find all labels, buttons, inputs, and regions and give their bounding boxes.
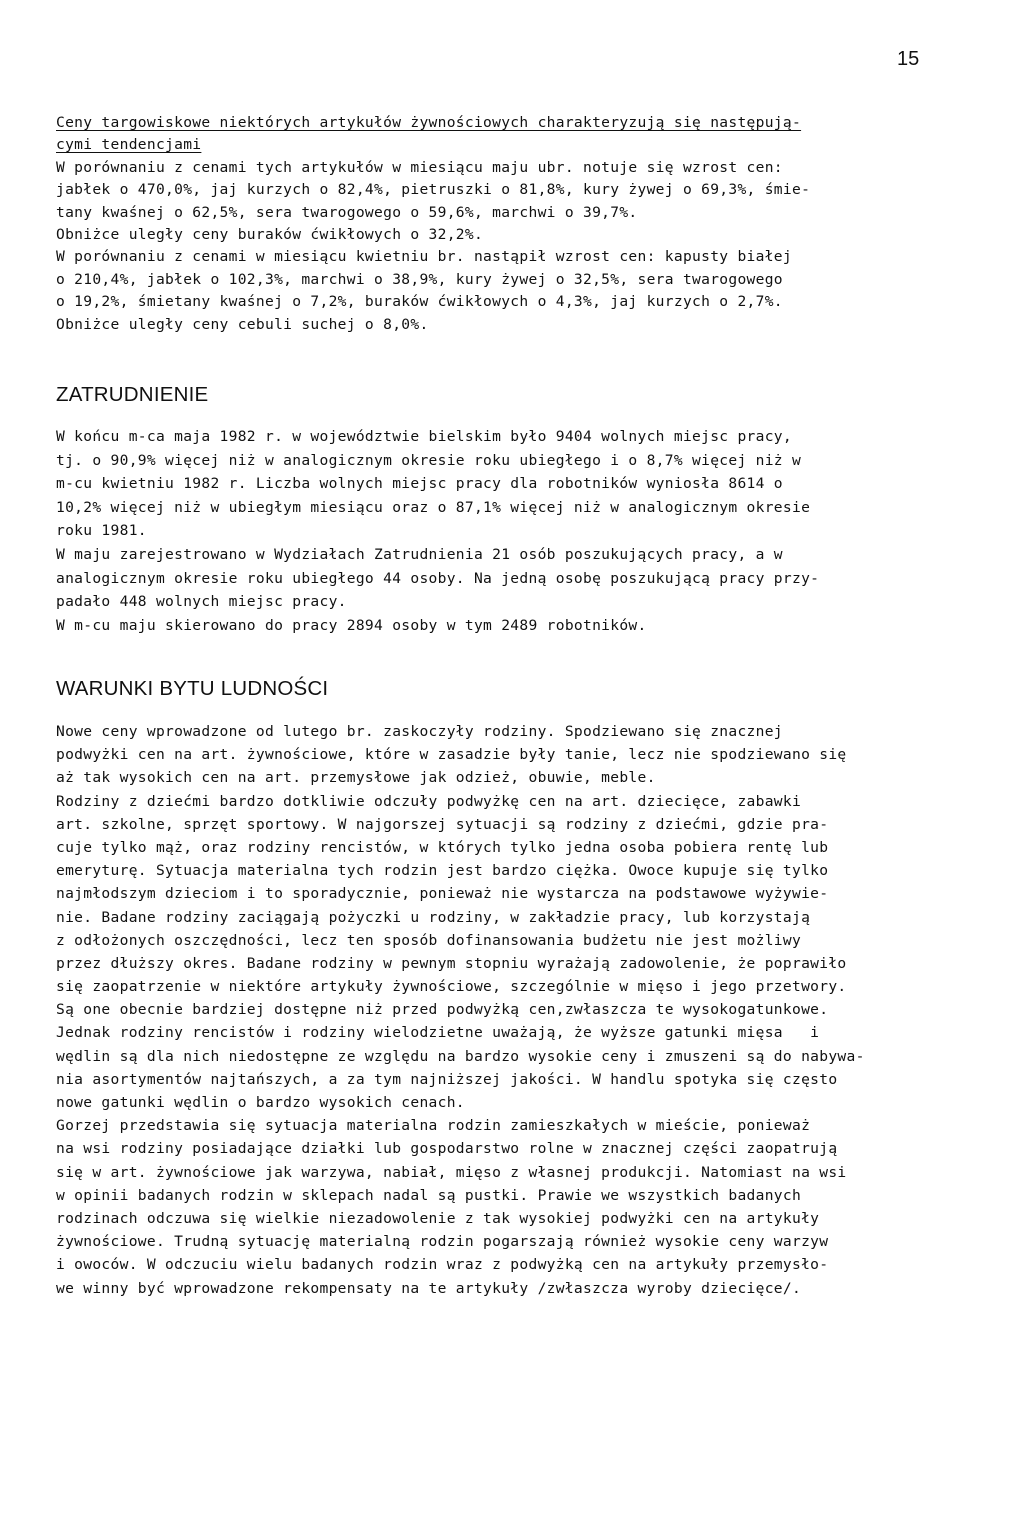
paragraph-line: W m-cu maju skierowano do pracy 2894 osoby w tym 2489 robotników. <box>56 616 647 634</box>
paragraph-line: aż tak wysokich cen na art. przemysłowe jak odzież, obuwie, meble. <box>56 769 656 787</box>
paragraph-line: rodzinach odczuwa się wielkie niezadowolenie z tak wysokiej podwyżki cen na artykuły <box>56 1209 820 1227</box>
section-heading-zatrudnienie: ZATRUDNIENIE <box>56 383 209 406</box>
paragraph-line: tj. o 90,9% więcej niż w analogicznym okresie roku ubiegłego i o 8,7% więcej niż w <box>56 451 802 469</box>
paragraph-line: na wsi rodziny posiadające działki lub gospodarstwo rolne w znacznej części zaopatrują <box>56 1140 838 1158</box>
paragraph-line: podwyżki cen na art. żywnościowe, które w zasadzie były tanie, lecz nie spodziewano się <box>56 746 847 764</box>
paragraph-line: W porównaniu z cenami w miesiącu kwietniu br. nastąpił wzrost cen: kapusty białej <box>56 248 792 266</box>
paragraph-line: padało 448 wolnych miejsc pracy. <box>56 593 347 611</box>
paragraph-line: się w art. żywnościowe jak warzywa, nabiał, mięso z własnej produkcji. Natomiast na wsi <box>56 1163 847 1181</box>
paragraph-line: przez dłuższy okres. Badane rodziny w pewnym stopniu wyrażają zadowolenie, że poprawiło <box>56 954 847 972</box>
paragraph-line: Gorzej przedstawia się sytuacja materialna rodzin zamieszkałych w mieście, ponieważ <box>56 1117 811 1135</box>
paragraph-line: żywnościowe. Trudną sytuację materialną rodzin pogarszają również wysokie ceny warzyw <box>56 1233 829 1251</box>
prices-section <box>56 112 1001 336</box>
paragraph-line: Obniżce uległy ceny cebuli suchej o 8,0%. <box>56 315 429 333</box>
paragraph-line: 10,2% więcej niż w ubiegłym miesiącu oraz o 87,1% więcej niż w analogicznym okresie <box>56 498 811 516</box>
paragraph-line: roku 1981. <box>56 522 147 540</box>
paragraph-line: cuje tylko mąż, oraz rodziny rencistów, w których tylko jedna osoba pobiera rentę lub <box>56 838 829 856</box>
paragraph-line: m-cu kwietniu 1982 r. Liczba wolnych miejsc pracy dla robotników wyniosła 8614 o <box>56 475 783 493</box>
paragraph-line: jabłek o 470,0%, jaj kurzych o 82,4%, pietruszki o 81,8%, kury żywej o 69,3%, śmie- <box>56 181 811 199</box>
paragraph-line: art. szkolne, sprzęt sportowy. W najgorszej sytuacji są rodziny z dziećmi, gdzie pra- <box>56 815 829 833</box>
paragraph-line: W porównaniu z cenami tych artykułów w miesiącu maju ubr. notuje się wzrost cen: <box>56 158 783 176</box>
paragraph-line: w opinii badanych rodzin w sklepach nadal są pustki. Prawie we wszystkich badanych <box>56 1186 802 1204</box>
paragraph-line: W maju zarejestrowano w Wydziałach Zatrudnienia 21 osób poszukujących pracy, a w <box>56 545 783 563</box>
paragraph-line: Są one obecnie bardziej dostępne niż przed podwyżką cen,zwłaszcza te wysokogatunkowe. <box>56 1001 829 1019</box>
paragraph-line: emeryturę. Sytuacja materialna tych rodzin jest bardzo ciężka. Owoce kupuje się tylko <box>56 862 829 880</box>
paragraph-line: W końcu m-ca maja 1982 r. w województwie bielskim było 9404 wolnych miejsc pracy, <box>56 428 792 445</box>
paragraph-line: tany kwaśnej o 62,5%, sera twarogowego o 59,6%, marchwi o 39,7%. <box>56 203 638 221</box>
paragraph-line: Jednak rodziny rencistów i rodziny wielodzietne uważają, że wyższe gatunki mięsa i <box>56 1024 820 1042</box>
paragraph-line: Rodziny z dziećmi bardzo dotkliwie odczuły podwyżkę cen na art. dziecięce, zabawki <box>56 792 802 810</box>
paragraph-line: wędlin są dla nich niedostępne ze względu na bardzo wysokie ceny i zmuszeni są do nabywa- <box>56 1047 865 1065</box>
paragraph-line: z odłożonych oszczędności, lecz ten sposób dofinansowania budżetu nie jest możliwy <box>56 931 802 949</box>
paragraph-line: cymi tendencjami <box>56 136 202 154</box>
living-conditions-section <box>56 720 1001 1300</box>
paragraph-line: Ceny targowiskowe niektórych artykułów żywnościowych charakteryzują się następują- <box>56 114 802 131</box>
paragraph-line: najmłodszym dzieciom i to sporadycznie, ponieważ nie wystarcza na podstawowe wyżywie- <box>56 885 829 903</box>
paragraph-line: nie. Badane rodziny zaciągają pożyczki u rodziny, w zakładzie pracy, lub korzystają <box>56 908 811 926</box>
paragraph-line: się zaopatrzenie w niektóre artykuły żywnościowe, szczególnie w mięso i jego przetwory. <box>56 978 847 996</box>
paragraph-line: analogicznym okresie roku ubiegłego 44 osoby. Na jedną osobę poszukującą pracy przy- <box>56 569 820 587</box>
paragraph-line: nia asortymentów najtańszych, a za tym najniższej jakości. W handlu spotyka się często <box>56 1070 838 1088</box>
paragraph-line: Obniżce uległy ceny buraków ćwikłowych o 32,2%. <box>56 225 484 243</box>
paragraph-line: o 210,4%, jabłek o 102,3%, marchwi o 38,9%, kury żywej o 32,5%, sera twarogowego <box>56 270 783 288</box>
paragraph-line: we winny być wprowadzone rekompensaty na te artykuły /zwłaszcza wyroby dziecięce/. <box>56 1279 802 1297</box>
paragraph-line: Nowe ceny wprowadzone od lutego br. zaskoczyły rodziny. Spodziewano się znacznej <box>56 723 783 740</box>
paragraph-line: nowe gatunki wędlin o bardzo wysokich cenach. <box>56 1094 465 1111</box>
section-heading-warunki-bytu: WARUNKI BYTU LUDNOŚCI <box>56 677 329 700</box>
employment-section <box>56 425 1001 637</box>
page-number: 15 <box>897 48 920 70</box>
paragraph-line: i owoców. W odczuciu wielu badanych rodzin wraz z podwyżką cen na artykuły przemysło- <box>56 1256 829 1274</box>
paragraph-line: o 19,2%, śmietany kwaśnej o 7,2%, buraków ćwikłowych o 4,3%, jaj kurzych o 2,7%. <box>56 293 783 311</box>
